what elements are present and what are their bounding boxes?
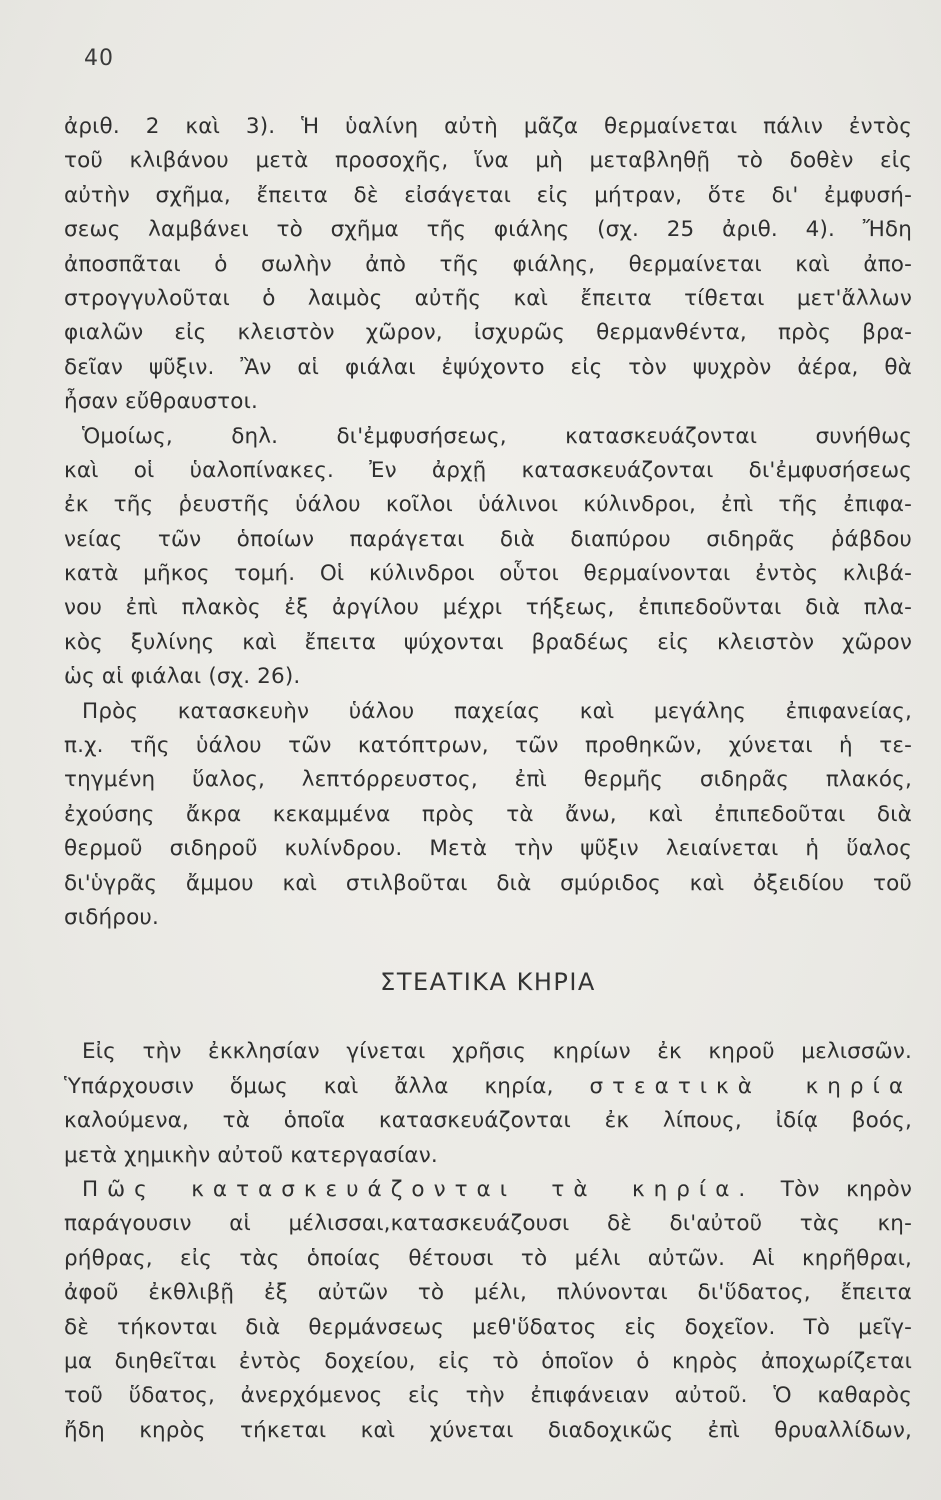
body-text	[64, 110, 912, 1448]
text-line: τηγμένη ὕαλος, λεπτόρρευστος, ἐπὶ θερμῆς σιδηρᾶς πλακός,	[64, 767, 912, 793]
text-line: σιδήρου.	[64, 904, 159, 930]
text-line: δεῖαν ψῦξιν. Ἂν αἱ φιάλαι ἐψύχοντο εἰς τὸν ψυχρὸν ἀέρα, θὰ	[64, 354, 912, 380]
text-line: Πρὸς κατασκευὴν ὑάλου παχείας καὶ μεγάλης ἐπιφανείας,	[82, 698, 912, 724]
text-line-with-spaced	[64, 1070, 912, 1104]
spaced-emphasis: Πῶς κατασκευάζονται τὰ κηρία.	[82, 1176, 755, 1202]
text-line-with-spaced	[64, 1173, 912, 1207]
section-heading: ΣΤΕΑΤΙΚΑ ΚΗΡΙΑ	[380, 968, 596, 997]
text-line: παράγουσιν αἱ μέλισσαι,κατασκευάζουσι δὲ δι'αὐτοῦ τὰς κη-	[64, 1211, 912, 1237]
paragraph-plate-glass	[64, 695, 912, 936]
text-line: καλούμενα, τὰ ὁποῖα κατασκευάζονται ἐκ λίπους, ἰδίᾳ βοός,	[64, 1108, 912, 1134]
text-segment: Ὑπάρχουσιν ὅμως καὶ ἄλλα κηρία,	[64, 1073, 590, 1099]
text-line: τοῦ κλιβάνου μετὰ προσοχῆς, ἵνα μὴ μεταβληθῇ τὸ δοθὲν εἰς	[64, 148, 912, 174]
text-line: ἀφοῦ ἐκθλιβῇ ἐξ αὐτῶν τὸ μέλι, πλύνονται δι'ὕδατος, ἔπειτα	[64, 1280, 912, 1306]
text-line: θερμοῦ σιδηροῦ κυλίνδρου. Μετὰ τὴν ψῦξιν λειαίνεται ἡ ὕαλος	[64, 836, 912, 862]
text-line: φιαλῶν εἰς κλειστὸν χῶρον, ἰσχυρῶς θερμανθέντα, πρὸς βρα-	[64, 320, 912, 346]
text-line: Ὁμοίως, δηλ. δι'ἐμφυσήσεως, κατασκευάζονται συνήθως	[82, 423, 912, 449]
text-line: ἐκ τῆς ῥευστῆς ὑάλου κοῖλοι ὑάλινοι κύλινδροι, ἐπὶ τῆς ἐπιφα-	[64, 492, 912, 518]
text-line: ἀριθ. 2 καὶ 3). Ἡ ὑαλίνη αὐτὴ μᾶζα θερμαίνεται πάλιν ἐντὸς	[64, 114, 912, 139]
text-line: στρογγυλοῦται ὁ λαιμὸς αὐτῆς καὶ ἔπειτα τίθεται μετ'ἄλλων	[64, 285, 912, 311]
text-line: νείας τῶν ὁποίων παράγεται διὰ διαπύρου σιδηρᾶς ῥάβδου	[64, 526, 912, 552]
text-line: κατὰ μῆκος τομή. Οἱ κύλινδροι οὗτοι θερμαίνονται ἐντὸς κλιβά-	[64, 561, 912, 587]
text-line: ἀποσπᾶται ὁ σωλὴν ἀπὸ τῆς φιάλης, θερμαίνεται καὶ ἀπο-	[64, 251, 912, 277]
text-segment: Τὸν κηρὸν	[754, 1176, 912, 1202]
text-line: ἤδη κηρὸς τήκεται καὶ χύνεται διαδοχικῶς ἐπὶ θρυαλλίδων,	[64, 1417, 912, 1443]
paragraph-window-glass	[64, 420, 912, 695]
text-line: κὸς ξυλίνης καὶ ἔπειτα ψύχονται βραδέως εἰς κλειστὸν χῶρον	[64, 629, 912, 655]
text-line: καὶ οἱ ὑαλοπίνακες. Ἐν ἀρχῇ κατασκευάζονται δι'ἐμφυσήσεως	[64, 457, 912, 483]
spaced-emphasis: στεατικὰ κηρία	[589, 1073, 912, 1099]
text-line: μετὰ χημικὴν αὐτοῦ κατεργασίαν.	[64, 1142, 438, 1168]
paragraph-glass-bottles	[64, 110, 912, 420]
text-line: νου ἐπὶ πλακὸς ἐξ ἀργίλου μέχρι τήξεως, ἐπιπεδοῦνται διὰ πλα-	[64, 595, 912, 621]
text-line: σεως λαμβάνει τὸ σχῆμα τῆς φιάλης (σχ. 25 ἀριθ. 4). Ἤδη	[64, 217, 912, 243]
paragraph-how-candles-made	[64, 1173, 912, 1448]
text-line: τοῦ ὕδατος, ἀνερχόμενος εἰς τὴν ἐπιφάνειαν αὐτοῦ. Ὁ καθαρὸς	[64, 1383, 912, 1409]
text-line: π.χ. τῆς ὑάλου τῶν κατόπτρων, τῶν προθηκῶν, χύνεται ἡ τε-	[64, 733, 912, 759]
text-line: δι'ὑγρᾶς ἄμμου καὶ στιλβοῦται διὰ σμύριδος καὶ ὀξειδίου τοῦ	[64, 870, 912, 896]
text-line: ἐχούσης ἄκρα κεκαμμένα πρὸς τὰ ἄνω, καὶ ἐπιπεδοῦται διὰ	[64, 801, 912, 827]
text-line: δὲ τήκονται διὰ θερμάνσεως μεθ'ὕδατος εἰς δοχεῖον. Τὸ μεῖγ-	[64, 1314, 912, 1340]
text-line: ὡς αἱ φιάλαι (σχ. 26).	[64, 664, 301, 690]
paragraph-stearic-candles-intro	[64, 1035, 912, 1173]
text-line: ἦσαν εὔθραυστοι.	[64, 389, 258, 415]
text-line: μα διηθεῖται ἐντὸς δοχείου, εἰς τὸ ὁποῖον ὁ κηρὸς ἀποχωρίζεται	[64, 1348, 912, 1374]
page-number: 40	[84, 46, 114, 71]
text-line: αὐτὴν σχῆμα, ἔπειτα δὲ εἰσάγεται εἰς μήτραν, ὅτε δι' ἐμφυσή-	[64, 182, 912, 208]
text-line: Εἰς τὴν ἐκκλησίαν γίνεται χρῆσις κηρίων ἐκ κηροῦ μελισσῶν.	[82, 1039, 912, 1065]
text-line: ρήθρας, εἰς τὰς ὁποίας θέτουσι τὸ μέλι αὐτῶν. Αἱ κηρῆθραι,	[64, 1245, 912, 1271]
